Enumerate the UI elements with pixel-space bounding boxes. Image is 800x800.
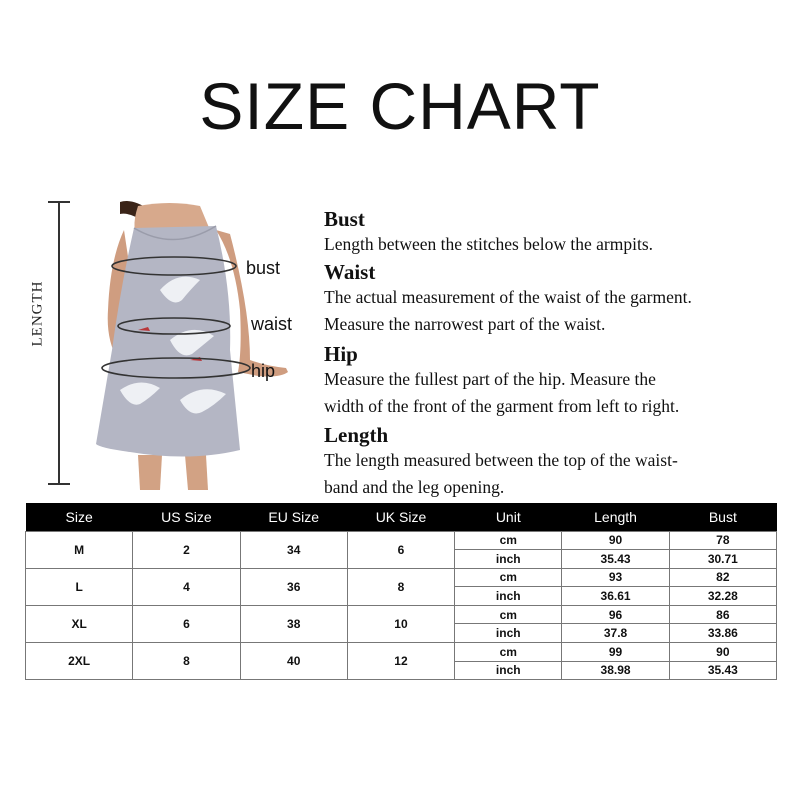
table-row xyxy=(26,605,777,624)
length-text-line: band and the leg opening. xyxy=(324,477,505,497)
bust-cell: 90 xyxy=(669,643,776,662)
hip-text-line: Measure the fullest part of the hip. Measure the xyxy=(324,369,656,389)
unit-cell: cm xyxy=(455,568,562,587)
us-size-cell: 2 xyxy=(133,531,240,568)
uk-size-cell: 10 xyxy=(347,605,454,642)
table-header-row xyxy=(26,503,777,531)
waist-heading: Waist xyxy=(324,260,376,284)
size-cell: XL xyxy=(26,605,133,642)
size-table xyxy=(25,503,777,680)
header-unit: Unit xyxy=(455,503,562,531)
length-description xyxy=(324,423,678,501)
size-cell: M xyxy=(26,531,133,568)
length-cell: 93 xyxy=(562,568,669,587)
unit-cell: inch xyxy=(455,587,562,606)
length-label: LENGTH xyxy=(29,280,46,347)
bust-cell: 32.28 xyxy=(669,587,776,606)
eu-size-cell: 36 xyxy=(240,568,347,605)
hip-description xyxy=(324,342,679,420)
uk-size-cell: 6 xyxy=(347,531,454,568)
page-title: SIZE CHART xyxy=(199,69,601,143)
waist-description xyxy=(324,260,692,338)
bust-cell: 78 xyxy=(669,531,776,550)
size-cell: L xyxy=(26,568,133,605)
header-uk-size: UK Size xyxy=(347,503,454,531)
unit-cell: cm xyxy=(455,643,562,662)
length-cell: 90 xyxy=(562,531,669,550)
unit-cell: cm xyxy=(455,605,562,624)
length-cap-top xyxy=(48,201,70,203)
eu-size-cell: 38 xyxy=(240,605,347,642)
waist-label: waist xyxy=(251,314,293,334)
eu-size-cell: 34 xyxy=(240,531,347,568)
bust-cell: 82 xyxy=(669,568,776,587)
table-row xyxy=(26,643,777,662)
header-eu-size: EU Size xyxy=(240,503,347,531)
bust-label: bust xyxy=(246,258,281,278)
hip-heading: Hip xyxy=(324,342,358,366)
table-row xyxy=(26,568,777,587)
bust-text-line: Length between the stitches below the armpits. xyxy=(324,234,654,254)
header-length: Length xyxy=(562,503,669,531)
length-cell: 99 xyxy=(562,643,669,662)
bust-cell: 86 xyxy=(669,605,776,624)
length-cell: 36.61 xyxy=(562,587,669,606)
hip-label: hip xyxy=(251,361,276,381)
header-bust: Bust xyxy=(669,503,776,531)
hip-text-line: width of the front of the garment from left to right. xyxy=(324,396,680,416)
length-cell: 35.43 xyxy=(562,550,669,569)
bust-heading: Bust xyxy=(324,207,365,231)
us-size-cell: 6 xyxy=(133,605,240,642)
length-cell: 96 xyxy=(562,605,669,624)
length-heading: Length xyxy=(324,423,389,447)
header-us-size: US Size xyxy=(133,503,240,531)
unit-cell: inch xyxy=(455,550,562,569)
unit-cell: inch xyxy=(455,624,562,643)
unit-cell: cm xyxy=(455,531,562,550)
uk-size-cell: 12 xyxy=(347,643,454,680)
bust-cell: 35.43 xyxy=(669,661,776,680)
us-size-cell: 8 xyxy=(133,643,240,680)
length-line xyxy=(58,202,60,484)
dress-model-illustration xyxy=(90,200,305,490)
length-cell: 37.8 xyxy=(562,624,669,643)
bust-cell: 33.86 xyxy=(669,624,776,643)
length-text-line: The length measured between the top of the waist- xyxy=(324,450,678,470)
length-cell: 38.98 xyxy=(562,661,669,680)
unit-cell: inch xyxy=(455,661,562,680)
header-size: Size xyxy=(26,503,133,531)
table-row xyxy=(26,531,777,550)
uk-size-cell: 8 xyxy=(347,568,454,605)
waist-text-line: Measure the narrowest part of the waist. xyxy=(324,314,606,334)
bust-description xyxy=(324,207,653,258)
us-size-cell: 4 xyxy=(133,568,240,605)
size-cell: 2XL xyxy=(26,643,133,680)
bust-cell: 30.71 xyxy=(669,550,776,569)
eu-size-cell: 40 xyxy=(240,643,347,680)
waist-text-line: The actual measurement of the waist of the garment. xyxy=(324,287,692,307)
length-cap-bottom xyxy=(48,483,70,485)
